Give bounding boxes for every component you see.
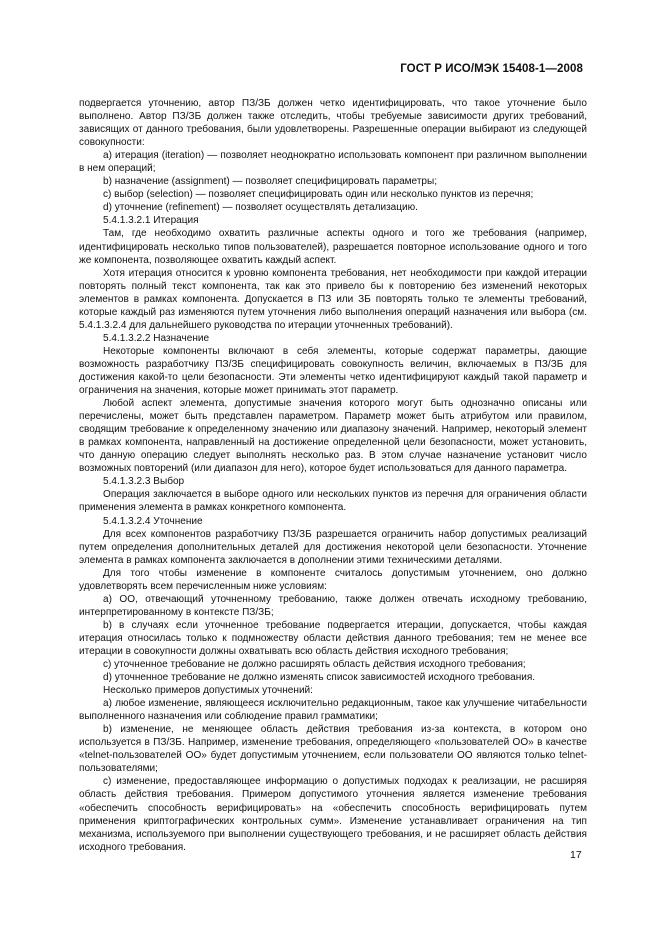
section-heading-selection: 5.4.1.3.2.3 Выбор [103, 476, 185, 488]
list-item: с) изменение, предоставляющее информацию о допустимых подходах к реализации, не расширяя область действия требования. Примером допустимого уточнения является изменение требования «обеспечить способность верифицировать» на «обеспечить способность верифицировать путем применения криптографических контрольных сумм». Изменение устанавливает ограничения на тип механизма, используемого при выполнении существующего требования, и не расширяет область действия исходного требования. [79, 776, 587, 853]
paragraph: Любой аспект элемента, допустимые значения которого могут быть однозначно описаны или перечислены, может быть представлен параметром. Параметр может быть атрибутом или правилом, сводящим требование к определенному значению или диапазону значений. Например, некоторый элемент в рамках компонента, направленный на достижение определенной цели безопасности, может установить, что данную операцию следует выполнять несколько раз. В этом случае назначение установит число возможных повторений (или диапазон для него), которое будет использоваться для данного параметра. [79, 398, 587, 475]
section-heading-assignment: 5.4.1.3.2.2 Назначение [103, 332, 210, 344]
list-item: b) изменение, не меняющее область действия требования из-за контекста, в котором оно используется в ПЗ/ЗБ. Например, изменение требования, определяющего «пользователей ОО» в качестве «telnet-пользователей ОО» будет допустимым уточнением, если пользователи ОО являются только telnet-пользователями; [79, 724, 587, 775]
body-text [79, 97, 587, 854]
paragraph: Там, где необходимо охватить различные аспекты одного и того же требования (например, идентифицировать несколько типов пользователей), разрешается повторное использование одного и того же компонента, позволяющее охватить каждый аспект. [79, 228, 587, 266]
paragraph: Хотя итерация относится к уровню компонента требования, нет необходимости при каждой итерации повторять полный текст компонента, так как это привело бы к повторению без изменений некоторых элементов в рамках компонента. Допускается в ПЗ или ЗБ повторять только те элементы требований, которые каждый раз изменяются путем уточнения либо выполнения операций назначения или выбора (см. 5.4.1.3.2.4 для дальнейшего руководства по итерации уточненных требований). [79, 267, 587, 331]
paragraph: Несколько примеров допустимых уточнений: [103, 685, 313, 697]
paragraph-continuation: подвергается уточнению, автор ПЗ/ЗБ должен четко идентифицировать, что такое уточнение было выполнено. Автор ПЗ/ЗБ должен также отследить, чтобы требуемые зависимости других требований, зависящих от данного требования, были удовлетворены. Разрешенные операции выбирают из следующей совокупности: [79, 98, 587, 149]
paragraph: Для того чтобы изменение в компоненте считалось допустимым уточнением, оно должно удовлетворять всем перечисленным ниже условиям: [79, 567, 587, 592]
list-item: а) любое изменение, являющееся исключительно редакционным, такое как улучшение читабельности выполненного назначения или соблюдение правил грамматики; [79, 698, 587, 723]
list-item-iteration: а) итерация (iteration) — позволяет неоднократно использовать компонент при различном выполнении в нем операций; [79, 150, 587, 175]
list-item-refinement: d) уточнение (refinement) — позволяет осуществлять детализацию. [103, 202, 418, 214]
list-item: d) уточненное требование не должно изменять список зависимостей исходного требования. [103, 672, 536, 684]
list-item-assignment: b) назначение (assignment) — позволяет специфицировать параметры; [103, 176, 438, 188]
standard-designation: ГОСТ Р ИСО/МЭК 15408-1—2008 [400, 63, 583, 75]
list-item: с) уточненное требование не должно расширять область действия исходного требования; [103, 659, 526, 671]
page-number: 17 [570, 849, 582, 861]
list-item-selection: с) выбор (selection) — позволяет специфицировать один или несколько пунктов из перечня; [103, 189, 534, 201]
section-heading-iteration: 5.4.1.3.2.1 Итерация [103, 215, 199, 227]
paragraph: Для всех компонентов разработчику ПЗ/ЗБ разрешается ограничить набор допустимых реализаций путем определения дополнительных деталей для достижения некоторой цели безопасности. Уточнение элемента в рамках компонента заключается в дополнении этими техническими деталями. [79, 528, 587, 566]
paragraph: Операция заключается в выборе одного или нескольких пунктов из перечня для ограничения области применения элемента в рамках конкретного компонента. [79, 489, 587, 514]
list-item: b) в случаях если уточненное требование подвергается итерации, допускается, чтобы каждая итерация относилась только к подмножеству области действия данного требования; тем не менее все итерации в совокупности должны охватывать всю область действия исходного требования; [79, 619, 587, 657]
list-item: а) ОО, отвечающий уточненному требованию, также должен отвечать исходному требованию, интерпретированному в контексте ПЗ/ЗБ; [79, 593, 587, 618]
paragraph: Некоторые компоненты включают в себя элементы, которые содержат параметры, дающие возможность разработчику ПЗ/ЗБ специфицировать совокупность величин, включаемых в ПЗ/ЗБ для достижения какой-то цели безопасности. Эти элементы четко идентифицируют каждый такой параметр и ограничения на значения, которые может принимать этот параметр. [79, 345, 587, 397]
section-heading-refinement: 5.4.1.3.2.4 Уточнение [103, 515, 203, 527]
